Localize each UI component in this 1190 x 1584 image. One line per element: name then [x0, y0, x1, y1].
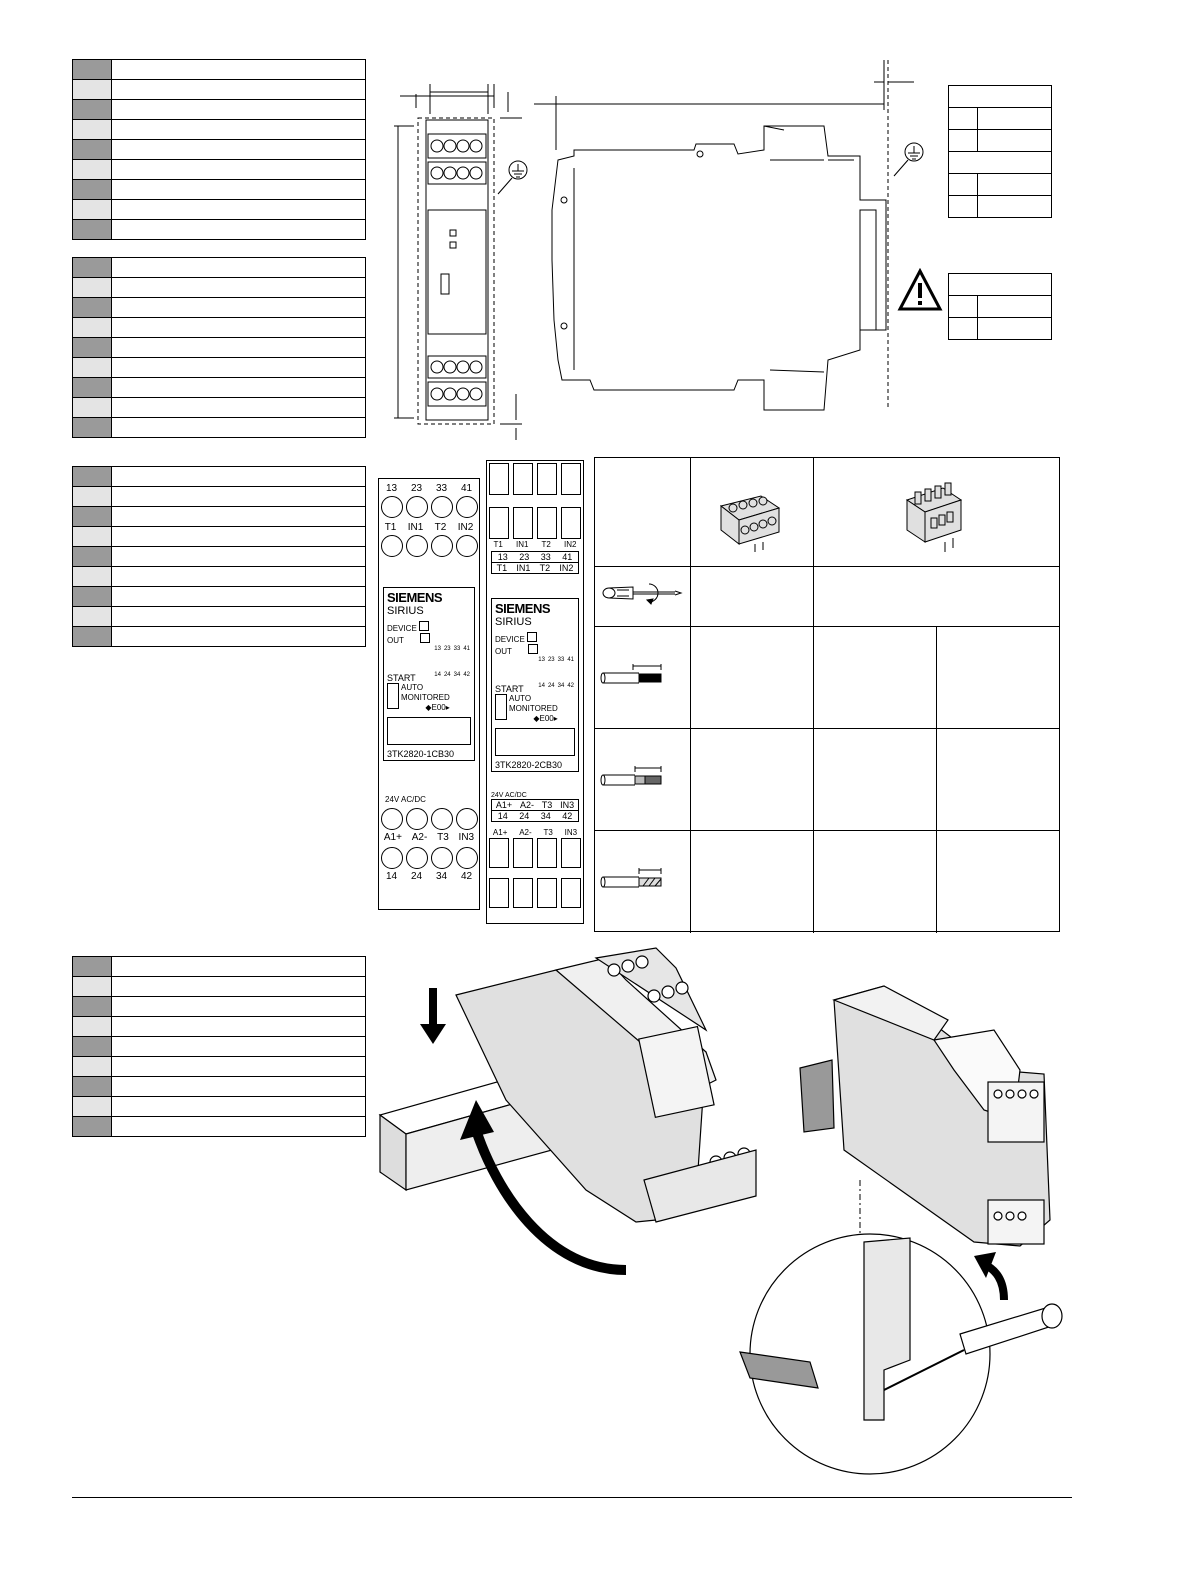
terminal-labels-top-3: [492, 552, 578, 563]
table-row: [73, 120, 365, 140]
spring-terminal-row: [487, 463, 583, 495]
terminal-labels-bottom-1: [492, 800, 578, 811]
monitored-label: MONITORED: [509, 704, 558, 713]
terminal-row: [379, 847, 479, 869]
table-row: [73, 258, 365, 278]
terminal-label: 13: [385, 483, 398, 494]
table-row: [949, 196, 1051, 218]
screw-terminal-icon: [715, 486, 785, 556]
table-row: [73, 220, 365, 240]
solid-wire-icon: [599, 658, 669, 688]
spring-terminal-row: [487, 838, 583, 868]
table-row: [73, 567, 365, 587]
terminal-label: 14: [497, 811, 508, 821]
table-row: [73, 80, 365, 100]
voltage-label: 24V AC/DC: [491, 792, 527, 799]
warning-table: [948, 273, 1052, 340]
terminal-labels-top-2: [379, 522, 479, 533]
table-row: [949, 86, 1051, 108]
e00-label: ◆E00▸: [533, 714, 558, 723]
terminal-label: IN2: [559, 563, 574, 573]
device-3tk2820-1cb30: [378, 478, 480, 910]
contact-labels-top: [434, 646, 470, 652]
arrow-icon: [420, 988, 446, 1044]
table-row: [73, 278, 365, 298]
table-row: [73, 547, 365, 567]
rotation-arrow-icon: [974, 1252, 1004, 1300]
device-led-label: DEVICE: [495, 635, 525, 644]
table-row: [73, 398, 365, 418]
terminal-label: T3: [541, 800, 553, 810]
front-dimension-drawing: [388, 84, 538, 444]
terminal-labels-top-2: [487, 540, 583, 549]
terminal-label: A1+: [495, 800, 513, 810]
terminal-label: T1: [384, 522, 397, 533]
terminal-labels-bottom-2: [492, 811, 578, 821]
terminal-label: 41: [562, 552, 573, 562]
terminal-label: T2: [434, 522, 447, 533]
contact-label: 13: [538, 657, 545, 663]
terminal-labels-bottom-1: [379, 832, 479, 843]
series-label: SIRIUS: [387, 605, 424, 617]
monitored-label: MONITORED: [401, 693, 450, 702]
terminal-label: 41: [460, 483, 473, 494]
terminal-label: 23: [410, 483, 423, 494]
terminal-label: T3: [543, 828, 553, 837]
terminal-label: IN1: [516, 563, 531, 573]
table-row: [73, 1037, 365, 1057]
table-row: [73, 100, 365, 120]
contact-label: 41: [463, 646, 470, 652]
terminal-label: A1+: [492, 828, 508, 837]
mounting-illustration: [376, 940, 776, 1280]
terminal-label: T2: [541, 540, 551, 549]
language-table-1: [72, 59, 366, 240]
terminal-label: 42: [562, 811, 573, 821]
terminal-label: A2-: [519, 828, 532, 837]
table-row: [73, 140, 365, 160]
terminal-row: [379, 535, 479, 557]
terminal-label: IN3: [564, 828, 578, 837]
contact-labels-bottom: [434, 672, 470, 678]
table-row: [949, 296, 1051, 318]
table-row: [73, 487, 365, 507]
terminal-label: 33: [435, 483, 448, 494]
terminal-label: 34: [540, 811, 551, 821]
device-3tk2820-2cb30: [486, 460, 584, 924]
contact-label: 41: [567, 657, 574, 663]
language-table-3: [72, 466, 366, 647]
wire-end-sleeve-icon: [599, 862, 669, 892]
table-row: [73, 997, 365, 1017]
terminal-label: 24: [410, 871, 423, 882]
table-row: [73, 298, 365, 318]
table-row: [73, 977, 365, 997]
auto-label: AUTO: [401, 683, 424, 692]
start-label: START: [495, 684, 524, 694]
table-row: [73, 1097, 365, 1117]
terminal-label: A2-: [519, 800, 534, 810]
table-row: [73, 467, 365, 487]
table-row: [73, 200, 365, 220]
terminal-labels-bottom-2: [379, 871, 479, 882]
contact-label: 42: [567, 683, 574, 689]
table-row: [73, 378, 365, 398]
table-row: [73, 180, 365, 200]
contact-label: 14: [538, 683, 545, 689]
brand-logo: SIEMENS: [495, 601, 551, 616]
e00-label: ◆E00▸: [425, 703, 450, 712]
terminal-labels-bottom-3: [487, 828, 583, 837]
terminal-label: T2: [539, 563, 551, 573]
table-row: [949, 108, 1051, 130]
start-mode-switch[interactable]: [495, 694, 507, 720]
table-row: [73, 160, 365, 180]
contact-label: 42: [463, 672, 470, 678]
terminal-label: 13: [497, 552, 508, 562]
contact-label: 23: [547, 657, 555, 663]
start-mode-switch[interactable]: [387, 683, 399, 709]
voltage-label: 24V AC/DC: [385, 795, 426, 804]
spring-terminal-row: [487, 878, 583, 908]
table-row: [73, 527, 365, 547]
terminal-label: IN2: [457, 522, 474, 533]
terminal-label: T1: [496, 563, 508, 573]
model-label: 3TK2820-2CB30: [495, 760, 563, 770]
table-row: [73, 957, 365, 977]
terminal-label: T3: [437, 832, 449, 843]
language-table-4: [72, 956, 366, 1137]
table-row: [73, 338, 365, 358]
table-row: [949, 318, 1051, 340]
contact-labels-bottom: [538, 683, 574, 689]
dismounting-illustration: [734, 980, 1064, 1480]
contact-label: 33: [557, 657, 565, 663]
terminal-label: 33: [540, 552, 551, 562]
table-row: [949, 274, 1051, 296]
contact-label: 14: [434, 672, 441, 678]
table-row: [73, 627, 365, 647]
terminal-row: [379, 496, 479, 518]
table-row: [73, 507, 365, 527]
table-row: [73, 418, 365, 438]
contact-labels-top: [538, 657, 574, 663]
terminal-label: 24: [519, 811, 530, 821]
terminal-labels-top-4: [492, 563, 578, 573]
contact-label: 33: [453, 646, 461, 652]
spring-terminal-icon: [901, 478, 971, 558]
table-row: [73, 1077, 365, 1097]
start-label: START: [387, 673, 416, 683]
terminal-label: T1: [493, 540, 503, 549]
dimension-table: [948, 85, 1052, 218]
table-row: [73, 607, 365, 627]
series-label: SIRIUS: [495, 616, 532, 628]
out-led-label: OUT: [387, 636, 404, 645]
side-dimension-drawing: [534, 60, 934, 420]
terminal-label: IN1: [407, 522, 424, 533]
terminal-label: 14: [385, 871, 398, 882]
screwdriver-icon: [599, 578, 685, 608]
contact-label: 34: [557, 683, 565, 689]
contact-label: 24: [443, 672, 451, 678]
language-table-2: [72, 257, 366, 438]
contact-label: 34: [453, 672, 461, 678]
table-row: [949, 174, 1051, 196]
terminal-label: IN1: [515, 540, 529, 549]
terminal-label: IN3: [458, 832, 475, 843]
auto-label: AUTO: [509, 694, 532, 703]
table-row: [73, 1017, 365, 1037]
table-row: [73, 358, 365, 378]
terminal-label: IN3: [560, 800, 575, 810]
footer-divider: [72, 1497, 1072, 1498]
terminal-row: [379, 808, 479, 830]
ground-icon: [498, 161, 527, 194]
contact-label: 13: [434, 646, 441, 652]
terminal-label: A2-: [411, 832, 428, 843]
terminal-labels-top-1: [379, 479, 479, 494]
table-row: [949, 130, 1051, 152]
table-row: [949, 152, 1051, 174]
out-led-label: OUT: [495, 647, 512, 656]
terminal-label: IN2: [563, 540, 577, 549]
table-row: [73, 1057, 365, 1077]
model-label: 3TK2820-1CB30: [387, 749, 455, 759]
contact-label: 24: [547, 683, 555, 689]
terminal-label: 23: [519, 552, 530, 562]
terminal-label: A1+: [383, 832, 402, 843]
table-row: [73, 1117, 365, 1137]
stranded-wire-icon: [599, 760, 669, 790]
warning-triangle-icon: [897, 268, 943, 312]
device-led-label: DEVICE: [387, 624, 417, 633]
table-row: [73, 318, 365, 338]
table-row: [73, 587, 365, 607]
brand-logo: SIEMENS: [387, 590, 443, 605]
spring-terminal-row: [487, 507, 583, 539]
table-row: [73, 60, 365, 80]
wiring-spec-table: [594, 457, 1060, 932]
terminal-label: 34: [435, 871, 448, 882]
contact-label: 23: [443, 646, 451, 652]
terminal-label: 42: [460, 871, 473, 882]
ground-icon: [894, 143, 923, 176]
